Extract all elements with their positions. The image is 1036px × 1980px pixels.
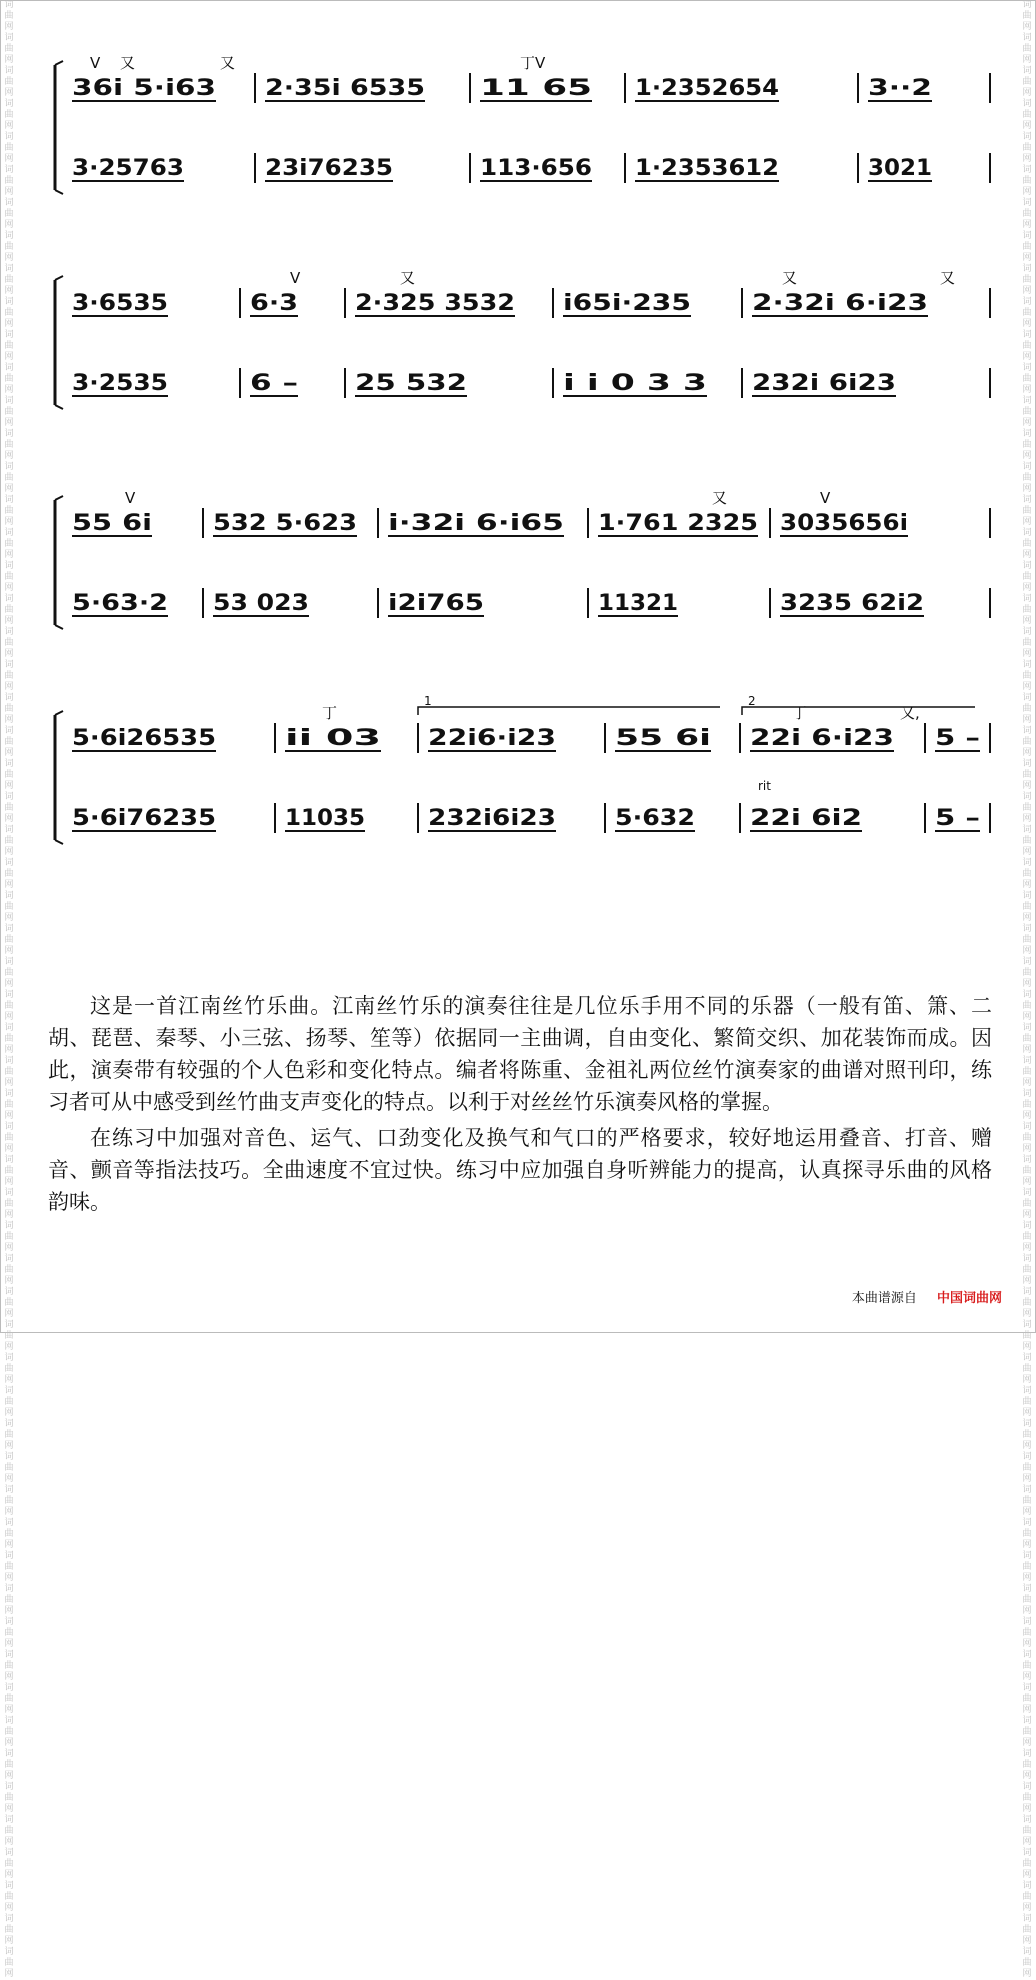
upper-measure: 22i 6·i23: [750, 726, 894, 751]
upper-measure: 3··2: [868, 76, 932, 101]
articulation-mark: 又: [782, 269, 798, 287]
articulation-mark: 又: [220, 54, 236, 72]
lower-measure: 232i 6i23: [752, 371, 896, 396]
watermark-left: 词曲网词曲网词曲网词曲网词曲网词曲网词曲网词曲网词曲网词曲网词曲网词曲网词曲网词曲网词曲网词曲网词曲网词曲网词曲网词曲网词曲网词曲网词曲网词曲网词曲网词曲网词曲网词曲网词曲网词曲网词曲网词曲网词曲网词曲网词曲网词曲网词曲网词曲网词曲网词曲网词曲网词曲网词曲网词曲网词曲网词曲网词曲网词曲网词曲网词曲网词曲网词曲网词曲网词曲网词曲网词曲网词曲网词曲网词曲网词曲网: [4, 0, 14, 1979]
upper-measure: 3035656i: [780, 511, 908, 536]
lower-measure: 5 –: [935, 806, 980, 831]
source-label: 本曲谱源自: [851, 1291, 917, 1306]
lower-measure: 1·2353612: [635, 156, 779, 181]
upper-measure: 3·6535: [72, 291, 168, 316]
upper-measure: i·32i 6·i65: [388, 511, 564, 536]
articulation-mark: 又,: [900, 704, 920, 722]
bracket-top-hook: [55, 496, 63, 500]
source-credit: [852, 1287, 1002, 1306]
upper-measure: 1·2352654: [635, 76, 779, 101]
lower-measure: 3235 62i2: [780, 591, 924, 616]
watermark-right: 词曲网词曲网词曲网词曲网词曲网词曲网词曲网词曲网词曲网词曲网词曲网词曲网词曲网词曲网词曲网词曲网词曲网词曲网词曲网词曲网词曲网词曲网词曲网词曲网词曲网词曲网词曲网词曲网词曲网词曲网词曲网词曲网词曲网词曲网词曲网词曲网词曲网词曲网词曲网词曲网词曲网词曲网词曲网词曲网词曲网词曲网词曲网词曲网词曲网词曲网词曲网词曲网词曲网词曲网词曲网词曲网词曲网词曲网词曲网词曲网: [1022, 0, 1032, 1979]
lower-measure: 22i 6i2: [750, 806, 862, 831]
articulation-mark: 又: [712, 489, 728, 507]
jianpu-score: [0, 0, 1036, 880]
rit-marking: rit: [758, 779, 771, 793]
lower-measure: i2i765: [388, 591, 484, 616]
lower-measure: 11321: [598, 591, 678, 616]
articulation-mark: V: [290, 269, 301, 287]
lower-measure: 11035: [285, 806, 365, 831]
upper-measure: ii 03: [285, 726, 381, 751]
upper-measure: 55 6i: [615, 726, 711, 751]
lower-measure: 113·656: [480, 156, 592, 181]
articulation-mark: V: [820, 489, 831, 507]
upper-measure: 11 65: [480, 76, 592, 101]
lower-measure: 3·25763: [72, 156, 184, 181]
upper-measure: 2·325 3532: [355, 291, 515, 316]
bracket-top-hook: [55, 711, 63, 715]
upper-measure: 532 5·623: [213, 511, 357, 536]
lower-measure: 6 –: [250, 371, 298, 396]
upper-measure: 1·761 2325: [598, 511, 758, 536]
lower-measure: 3·2535: [72, 371, 168, 396]
volta-bracket: [742, 707, 975, 715]
volta-number: 2: [748, 694, 756, 708]
lower-measure: 5·6i76235: [72, 806, 216, 831]
score-svg: [0, 0, 1036, 880]
articulation-mark: 又: [940, 269, 956, 287]
volta-number: 1: [424, 694, 432, 708]
lower-measure: 5·63·2: [72, 591, 168, 616]
upper-measure: i65i·235: [563, 291, 691, 316]
bracket-bottom-hook: [55, 190, 63, 194]
upper-measure: 5 –: [935, 726, 980, 751]
upper-measure: 2·32i 6·i23: [752, 291, 928, 316]
description-paragraph-1: 这是一首江南丝竹乐曲。江南丝竹乐的演奏往往是几位乐手用不同的乐器（一般有笛、箫、二胡、琵琶、秦琴、小三弦、扬琴、笙等）依据同一主曲调，自由变化、繁简交织、加花装饰而成。因此，演奏带有较强的个人色彩和变化特点。编者将陈重、金祖礼两位丝竹演奏家的曲谱对照刊印，练习者可从中感受到丝竹曲支声变化的特点。以利于对丝丝竹乐演奏风格的掌握。: [48, 994, 992, 1114]
upper-measure: 6·3: [250, 291, 298, 316]
description-paragraph-2: 在练习中加强对音色、运气、口劲变化及换气和气口的严格要求，较好地运用叠音、打音、赠音、颤音等指法技巧。全曲速度不宜过快。练习中应加强自身听辨能力的提高，认真探寻乐曲的风格韵味。: [48, 1126, 992, 1214]
articulation-mark: 丁V: [520, 54, 546, 72]
bracket-bottom-hook: [55, 625, 63, 629]
lower-measure: i i 0 3 3: [563, 371, 707, 396]
articulation-mark: V: [90, 54, 101, 72]
volta-bracket: [418, 707, 720, 715]
articulation-mark: 丁: [792, 704, 808, 722]
articulation-mark: 又: [400, 269, 416, 287]
articulation-mark: 又: [120, 54, 136, 72]
bracket-bottom-hook: [55, 840, 63, 844]
bracket-top-hook: [55, 61, 63, 65]
bracket-top-hook: [55, 276, 63, 280]
description: [48, 990, 992, 1222]
lower-measure: 53 023: [213, 591, 309, 616]
lower-measure: 23i76235: [265, 156, 393, 181]
articulation-mark: V: [125, 489, 136, 507]
upper-measure: 22i6·i23: [428, 726, 556, 751]
articulation-mark: 丁: [322, 704, 338, 722]
source-site-link[interactable]: 中国词曲网: [936, 1291, 1002, 1306]
upper-measure: 55 6i: [72, 511, 152, 536]
upper-measure: 2·35i 6535: [265, 76, 425, 101]
lower-measure: 3021: [868, 156, 932, 181]
bracket-bottom-hook: [55, 405, 63, 409]
upper-measure: 36i 5·i63: [72, 76, 216, 101]
lower-measure: 5·632: [615, 806, 695, 831]
lower-measure: 25 532: [355, 371, 467, 396]
lower-measure: 232i6i23: [428, 806, 556, 831]
upper-measure: 5·6i26535: [72, 726, 216, 751]
